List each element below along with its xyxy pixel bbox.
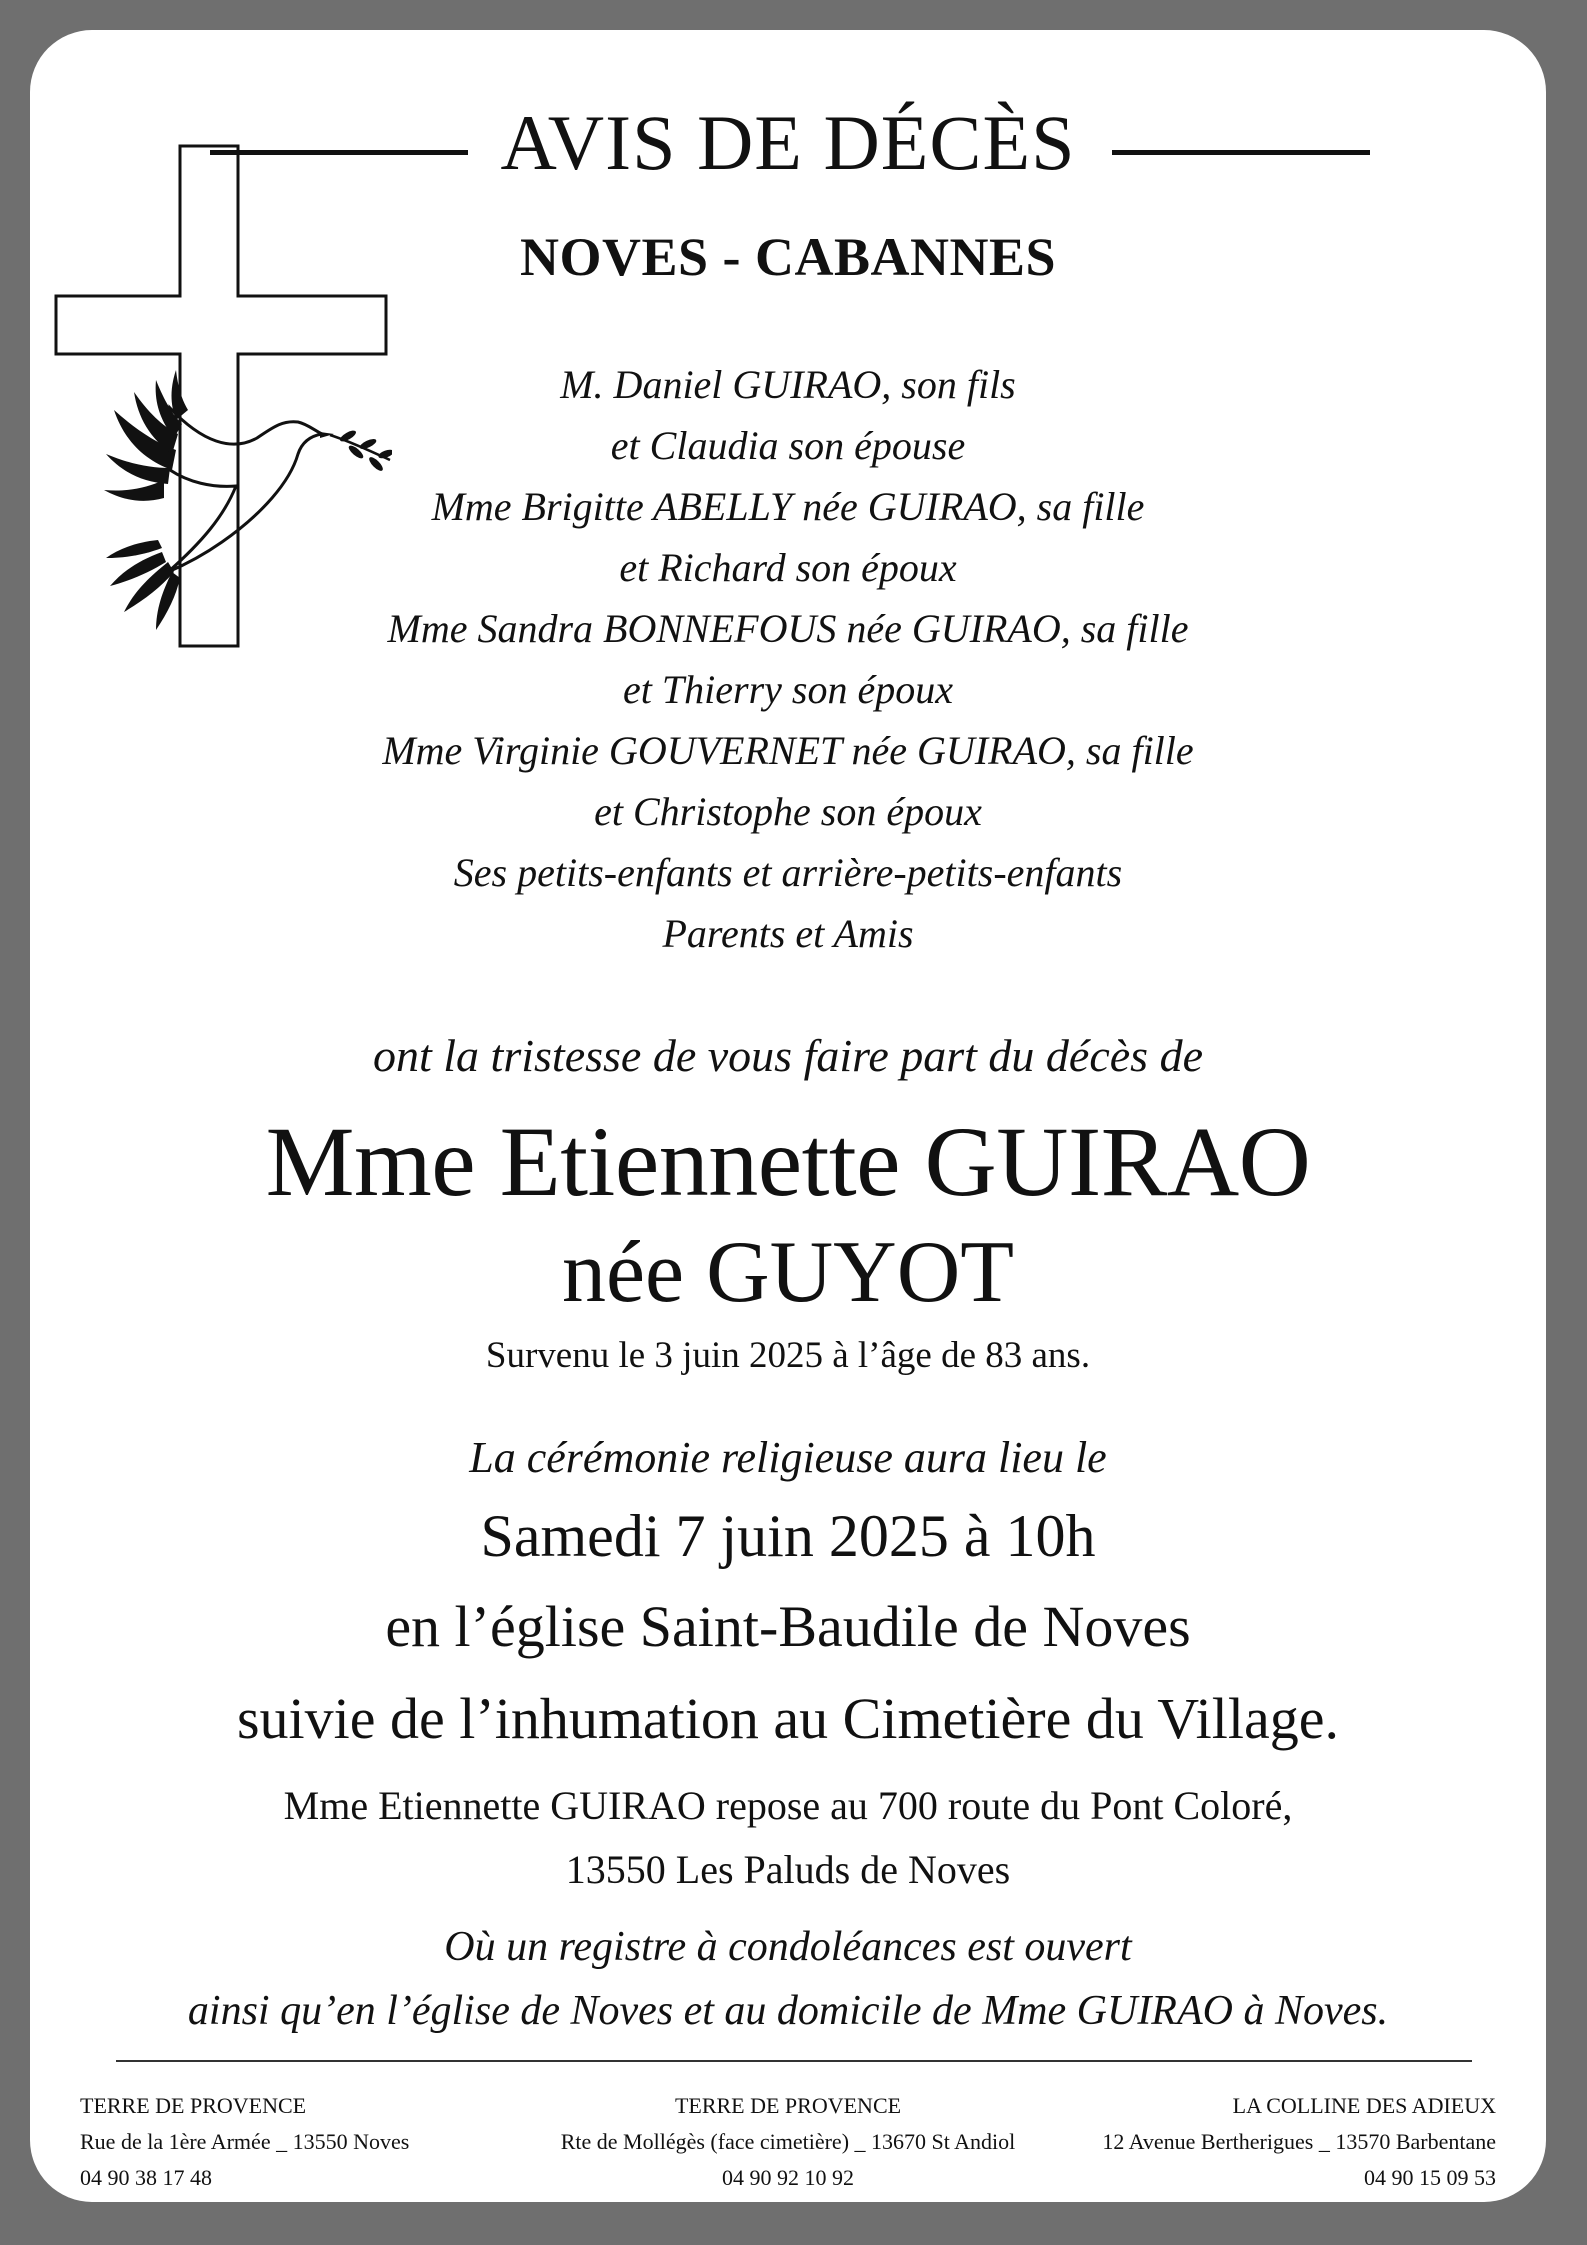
agency-name: LA COLLINE DES ADIEUX [1232,2093,1496,2118]
agency-name: TERRE DE PROVENCE [674,2093,902,2118]
agency-name: TERRE DE PROVENCE [80,2093,307,2118]
family-line: M. Daniel GUIRAO, son fils [560,362,1016,407]
ceremony-church: en l’église Saint-Baudile de Noves [385,1594,1191,1659]
deceased-name: Mme Etiennette GUIRAO [265,1106,1311,1217]
agency-address: Rte de Mollégès (face cimetière) _ 13670 St Andiol [560,2129,1016,2154]
agency-address: 12 Avenue Bertherigues _ 13570 Barbentane [1102,2129,1496,2154]
locality-heading: NOVES - CABANNES [519,227,1057,287]
rest-address-line2: 13550 Les Paluds de Noves [565,1847,1011,1892]
family-line: Mme Virginie GOUVERNET née GUIRAO, sa fille [382,728,1194,773]
footer-divider [116,2060,1472,2062]
rest-address-line1: Mme Etiennette GUIRAO repose au 700 route du Pont Coloré, [283,1783,1293,1828]
agency-phone: 04 90 15 09 53 [1364,2165,1496,2190]
page-title: AVIS DE DÉCÈS [500,99,1076,186]
agency-address: Rue de la 1ère Armée _ 13550 Noves [80,2129,410,2154]
family-line: Ses petits-enfants et arrière-petits-enfants [453,850,1123,895]
family-line: et Thierry son époux [623,667,953,712]
family-line: et Christophe son époux [594,789,982,834]
death-notice-card [30,30,1546,2202]
ceremony-intro: La cérémonie religieuse aura lieu le [469,1433,1107,1482]
ceremony-date: Samedi 7 juin 2025 à 10h [480,1503,1096,1569]
condolence-line2: ainsi qu’en l’église de Noves et au domicile de Mme GUIRAO à Noves. [187,1988,1389,2034]
family-line: et Richard son époux [619,545,957,590]
burial-info: suivie de l’inhumation au Cimetière du Village. [236,1686,1340,1751]
family-line: Mme Brigitte ABELLY née GUIRAO, sa fille [431,484,1145,529]
family-line: Parents et Amis [662,911,914,956]
family-line: et Claudia son épouse [610,423,966,468]
footer-agency-right [1026,2088,1496,2196]
agency-phone: 04 90 38 17 48 [80,2165,212,2190]
condolence-line1: Où un registre à condoléances est ouvert [444,1924,1132,1970]
family-list [30,354,1546,964]
announcement-intro: ont la tristesse de vous faire part du décès de [373,1030,1203,1081]
footer-agency-left [80,2088,550,2196]
footer-agency-middle [553,2088,1023,2196]
family-line: Mme Sandra BONNEFOUS née GUIRAO, sa fille [387,606,1189,651]
agency-phone: 04 90 92 10 92 [722,2165,854,2190]
death-info: Survenu le 3 juin 2025 à l’âge de 83 ans. [485,1335,1091,1376]
maiden-name: née GUYOT [561,1224,1015,1321]
